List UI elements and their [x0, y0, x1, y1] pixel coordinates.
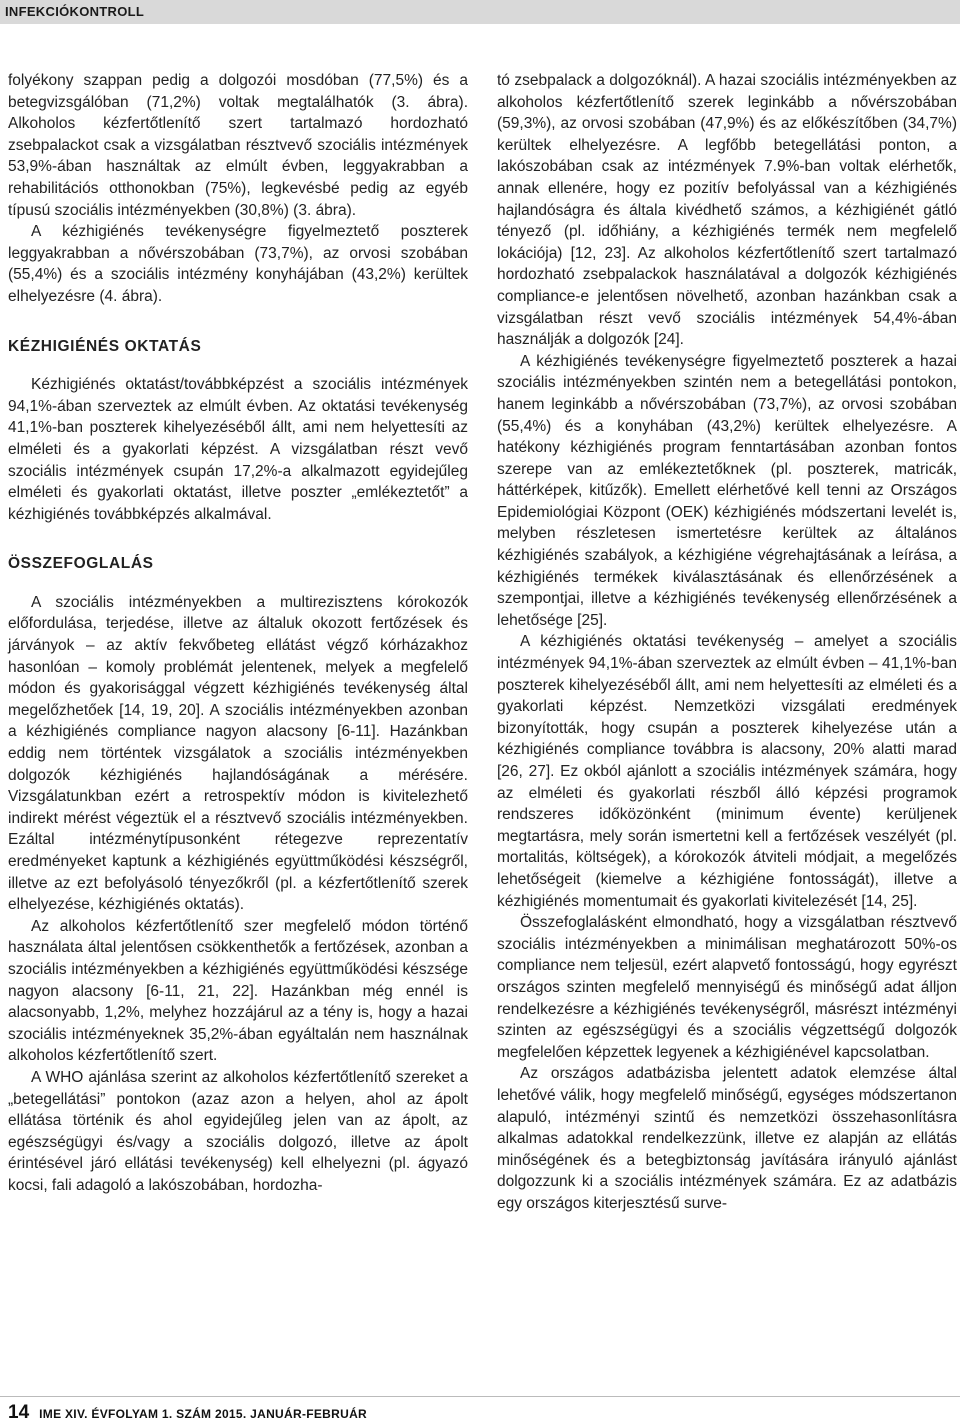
paragraph: A kézhigiénés tevékenységre figyelmeztető poszterek a hazai szociális intézményekben szintén nem a betegellátási pontokon, hanem leginkább a nővérszobában (73,7%), az orvosi szobában (55,4%) és a konyhában (43,2%) kerültek elhelyezésre. A hatékony kézhigiénés program fenntartásában azonban fontos szerepe van az emlékeztetőknek (pl. poszterek, matricák, háttérképek, kitűzők). Emellett elérhetővé kell tenni az Országos Epidemiológiai Központ (OEK) kézhigiénés módszertani levelét is, melyben részletesen ismertetésre kerültek az általános kézhigiénés szabályok, a kézhigiéne végrehajtásának a leírása, a kézhigiénés termékek kiválasztásának és ellenőrzésének a szempontjai, illetve a kézhigiénés tevékenység ellenőrzésének a lehetősége [25].: [497, 352, 957, 629]
paragraph: A kézhigiénés oktatási tevékenység – amelyet a szociális intézmények 94,1%-ában szerveztek az elmúlt évben – 41,1%-ban poszterek kihelyezéséből állt, ami nem helyettesíti az elméleti és a gyakorlati képzést. Nemzetközi vizsgálati eredmények bizonyították, hogy csupán a poszterek kihelyezése után a kézhigiénés compliance továbbra is alacsony, 20% alatti marad [26, 27]. Ez okból ajánlott a szociális intézmények számára, hogy az elméleti és gyakorlati részből álló képzési programok rendszeres időközönként (minimum évente) kerüljenek megtartásra, mely során ismertetni kell a fertőzések veszélyét (pl. mortalitás, költségek), a kórokozók átviteli módjait, a megelőzés lehetőségeit (kiemelve a kézhigiéne fontosságát), illetve a kézhigiénés momentumait és gyakorlati kivitelezését [14, 25].: [497, 633, 957, 910]
page-number: 14: [8, 1402, 30, 1423]
paragraph: tó zsebpalack a dolgozóknál). A hazai szociális intézményekben az alkoholos kézfertőtlenítő szerek leginkább a nővérszobában (59,3%), az orvosi szobában (47,9%) és az előkészítőben (34,7%) kerültek elhelyezésre. A legfőbb betegellátási ponton, a lakószobában csak az intézmények 7.9%-ban voltak elérhetők, annak ellenére, hogy ez pozitív befolyással van a kézhigiénés hajlandóságra és általa kivédhető számos, a kézhigiénét gátló tényező (pl. időhiány, a kézhigiénés termék nem megfelelő lokációja) [12, 23]. Az alkoholos kézfertőtlenítő szert tartalmazó hordozható zsebpalackok használatával a dolgozók kézhigiénés compliance-e jelentősen növelhető, azonban hazánkban csak a vizsgálatban részt vevő szociális intézmények 54,4%-ában használják a dolgozók [24].: [497, 72, 957, 349]
journal-info: IME XIV. ÉVFOLYAM 1. SZÁM 2015. JANUÁR-FEBRUÁR: [39, 1407, 368, 1421]
section-title: INFEKCIÓKONTROLL: [5, 4, 145, 19]
paragraph: A kézhigiénés tevékenységre figyelmeztető poszterek leggyakrabban a nővérszobában (73,7%), az orvosi szobában (55,4%) és a szociális intézmény konyhájában (43,2%) kerültek elhelyezésre (4. ábra).: [8, 223, 468, 305]
page-footer: [8, 1402, 367, 1422]
paragraph: Az országos adatbázisba jelentett adatok elemzése által lehetővé válik, hogy megfelelő minőségű, egységes módszertanon alapuló, intézményi szintű és nemzetközi összehasonlításra alkalmas adatokkal rendelkezzünk, illetve ez alapján az ellátás minőségének és a betegbiztonság javítására irányuló ajánlást dolgozzunk ki a szociális intézmények számára. Ez az adatbázis egy országos kiterjesztésű surve-: [497, 1065, 957, 1212]
paragraph: A szociális intézményekben a multirezisztens kórokozók előfordulása, terjedése, illetve az általuk okozott fertőzések és járványok – az aktív fekvőbeteg ellátást végző kórházakhoz hasonlóan – komoly problémát jelentenek, melyek a megfelelő módon és gyakorisággal végzett kézhigiénés tevékenység által megelőzhetőek [14, 19, 20]. A szociális intézményekben azonban a kézhigiénés compliance nagyon alacsony [6-11]. Hazánkban eddig nem történtek vizsgálatok a szociális intézményekben dolgozók kézhigiénés hajlandóságának a mérésére. Vizsgálatunkban ezért a retrospektív módon is kivitelezhető indirekt mérést végeztük el a résztvevő szociális intézményekben. Ezáltal intézménytípusonként rétegezve reprezentatív eredményeket kaptunk a kézhigiénés együttműködési készségről, illetve az ezt befolyásoló tényezőkről (pl. a kézfertőtlenítő szerek elhelyezése, kézhigiénés oktatás).: [8, 593, 468, 914]
heading-oktatas: KÉZHIGIÉNÉS OKTATÁS: [8, 337, 202, 355]
paragraph: Összefoglalásként elmondható, hogy a vizsgálatban résztvevő szociális intézményekben a minimálisan meghatározott 50%-os compliance nem teljesül, ezért alapvető fontosságú, hogy egyrészt országos szinten megfelelő mennyiségű és minőségű adat álljon rendelkezésre a kézhigiénés tevékenységről, másrészt intézményi szinten az egészségügyi és a szociális végzettségű dolgozók megfelelően képzettek legyenek a kézhigiénével kapcsolatban.: [497, 914, 957, 1061]
section-header: [0, 0, 960, 24]
right-column: [497, 70, 957, 1214]
paragraph: Az alkoholos kézfertőtlenítő szer megfelelő módon történő használata által jelentősen csökkenthetők a fertőzések, azonban a szociális intézményekben a kézhigiénés együttműködési készsége nagyon alacsony [6-11, 21, 22]. Hazánkban még ennél is alacsonyabb, 1,2%, melyhez hozzájárul az a tény is, hogy a hazai szociális intézményeknek 35,2%-ában egyáltalán nem használnak alkoholos kézfertőtlenítő szert.: [8, 917, 468, 1065]
footer-divider: [0, 1396, 960, 1397]
left-column: [8, 70, 468, 1197]
heading-osszefoglalas: ÖSSZEFOGLALÁS: [8, 555, 154, 573]
paragraph: A WHO ajánlása szerint az alkoholos kézfertőtlenítő szereket a „betegellátási” pontokon (azaz azon a helyen, ahol az ápolt ellátása történik és ahol egyidejűleg jelen van az ápolt, az egészségügyi és/vagy a szociális dolgozó, illetve az ápolt érintésével járó ellátási tevékenység) kell elhelyezni (pl. ágyazó kocsi, fali adagoló a lakószobában, hordozha-: [8, 1068, 468, 1194]
paragraph: folyékony szappan pedig a dolgozói mosdóban (77,5%) és a betegvizsgálóban (71,2%) voltak megtalálhatók (3. ábra). Alkoholos kézfertőtlenítő szert tartalmazó hordozható zsebpalackot csak a vizsgálatban résztvevő szociális intézmények 53,9%-ában használtak az elmúlt évben, leggyakrabban a rehabilitációs otthonokban (75%), legkevésbé pedig az egyéb típusú szociális intézményekben (30,8%) (3. ábra).: [8, 72, 468, 219]
paragraph: Kézhigiénés oktatást/továbbképzést a szociális intézmények 94,1%-ában szerveztek az elmúlt évben. Az oktatási tevékenység 41,1%-ban poszterek kihelyezéséből állt, ami nem helyettesíti az elméleti és a gyakorlati képzést. A vizsgálatban részt vevő szociális intézmények csupán 17,2%-a alkalmazott egyidejűleg elméleti és gyakorlati oktatást, illetve poszter „emlékeztetőt” a kézhigiénés továbbképzés alkalmával.: [8, 376, 468, 523]
